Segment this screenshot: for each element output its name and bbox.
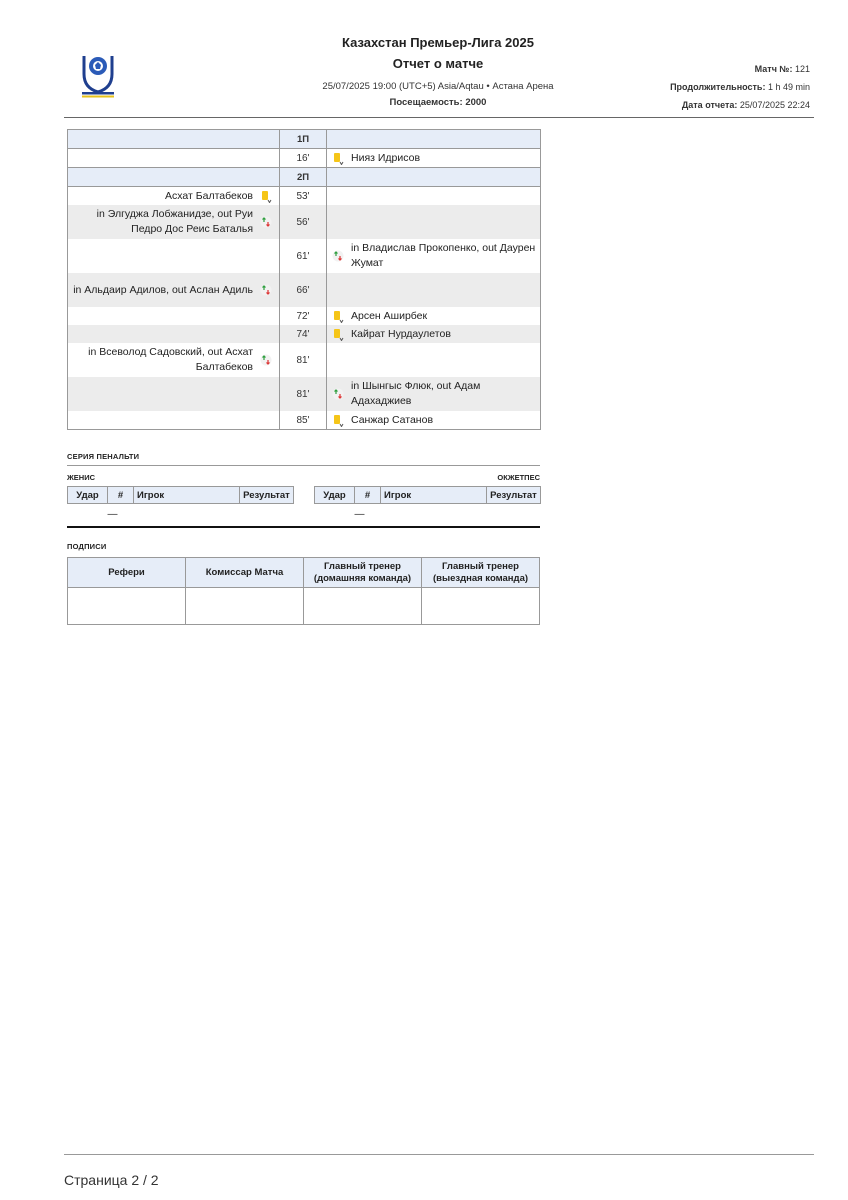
event-home-cell [68,307,280,325]
event-minute: 74' [280,325,327,343]
event-row [68,149,541,168]
yellow-card-icon [331,152,345,165]
col-result: Результат [240,487,294,504]
col-number: # [355,487,381,504]
event-player: Санжар Сатанов [351,413,434,426]
signature-box [422,588,540,625]
sig-home-coach: Главный тренер (домашняя команда) [304,558,422,588]
league-logo [78,52,118,100]
header-divider [64,117,814,118]
half-header-row [68,130,541,149]
yellow-card-icon [259,190,273,203]
half-cell-away [327,130,541,149]
substitution-icon [259,216,273,228]
penalty-away-team: ОКЖЕТПЕС [497,473,540,482]
event-row [68,307,541,325]
league-title: Казахстан Премьер-Лига 2025 [342,35,534,50]
event-minute: 56' [280,205,327,239]
signature-box [304,588,422,625]
event-away-cell [327,343,541,377]
half-label: 1П [280,130,327,149]
footer-divider [64,1154,814,1155]
event-player: in Всеволод Садовский, out Асхат Балтабеков [88,346,253,373]
match-datetime-venue: 25/07/2025 19:00 (UTC+5) Asia/Aqtau • Астана Арена [322,81,554,92]
match-events-table [67,129,541,430]
event-home-cell [68,411,280,430]
event-player: in Шынгыс Флюк, out Адам Адахаджиев [351,380,481,407]
substitution-icon [331,250,345,262]
col-player: Игрок [381,487,487,504]
event-home-cell [68,325,280,343]
substitution-icon [259,284,273,296]
empty-cell [487,504,541,525]
event-away-cell [327,411,541,430]
event-player: Арсен Аширбек [351,309,428,322]
event-home-cell [68,343,280,377]
yellow-card-icon [331,414,345,427]
empty-cell [381,504,487,525]
col-number: # [108,487,134,504]
sig-referee: Рефери [68,558,186,588]
empty-cell [315,504,355,525]
substitution-icon [331,388,345,400]
title-block [264,34,612,110]
signatures-table [67,557,540,625]
event-home-cell [68,377,280,411]
event-minute: 81' [280,343,327,377]
event-player: in Альдаир Адилов, out Аслан Адиль [73,283,253,296]
match-meta [670,60,810,114]
yellow-card-icon [331,310,345,323]
event-away-cell [327,239,541,273]
col-player: Игрок [134,487,240,504]
event-home-cell [68,149,280,168]
sig-commissioner: Комиссар Матча [186,558,304,588]
signatures-section-label: ПОДПИСИ [67,542,107,551]
event-home-cell [68,187,280,206]
report-date: Дата отчета: 25/07/2025 22:24 [681,100,810,110]
col-shot: Удар [68,487,108,504]
event-row [68,205,541,239]
half-cell-home [68,130,280,149]
event-away-cell [327,273,541,307]
event-minute: 61' [280,239,327,273]
event-row [68,343,541,377]
event-minute: 72' [280,307,327,325]
page-number: Страница 2 / 2 [64,1172,159,1188]
col-result: Результат [487,487,541,504]
sig-away-coach: Главный тренер (выездная команда) [422,558,540,588]
event-row [68,187,541,206]
event-away-cell [327,187,541,206]
report-header [64,28,814,118]
empty-cell [68,504,108,525]
event-home-cell [68,239,280,273]
event-away-cell [327,205,541,239]
event-player: Асхат Балтабеков [165,189,253,202]
match-number: Матч №: 121 [754,64,810,74]
substitution-icon [259,354,273,366]
empty-mark: — [354,508,365,520]
penalty-home-team: ЖЕНИС [67,473,96,482]
event-player: Кайрат Нурдаулетов [351,327,451,340]
event-player: Нияз Идрисов [351,151,421,164]
event-minute: 66' [280,273,327,307]
signature-box [186,588,304,625]
event-minute: 81' [280,377,327,411]
event-row [68,325,541,343]
attendance: Посещаемость: 2000 [389,97,487,108]
penalty-divider [67,465,540,466]
event-home-cell [68,205,280,239]
empty-cell [134,504,240,525]
event-away-cell [327,377,541,411]
penalty-bottom-rule [67,526,540,528]
half-header-row [68,168,541,187]
half-cell-away [327,168,541,187]
match-duration: Продолжительность: 1 h 49 min [670,82,810,92]
event-row [68,377,541,411]
event-player: in Владислав Прокопенко, out Даурен Жумат [351,242,536,269]
penalty-table-away [314,486,541,524]
event-home-cell [68,273,280,307]
penalty-section-label: СЕРИЯ ПЕНАЛЬТИ [67,452,140,461]
event-row [68,239,541,273]
event-away-cell [327,325,541,343]
empty-cell [240,504,294,525]
event-minute: 53' [280,187,327,206]
empty-mark: — [107,508,118,520]
event-away-cell [327,307,541,325]
event-away-cell [327,149,541,168]
penalty-table-home [67,486,294,524]
event-row [68,273,541,307]
report-title: Отчет о матче [392,56,484,71]
event-minute: 16' [280,149,327,168]
half-label: 2П [280,168,327,187]
yellow-card-icon [331,328,345,341]
event-player: in Элгуджа Лобжанидзе, out Руи Педро Дос Реис Баталья [96,208,253,235]
half-cell-home [68,168,280,187]
event-row [68,411,541,430]
signature-box [68,588,186,625]
col-shot: Удар [315,487,355,504]
event-minute: 85' [280,411,327,430]
